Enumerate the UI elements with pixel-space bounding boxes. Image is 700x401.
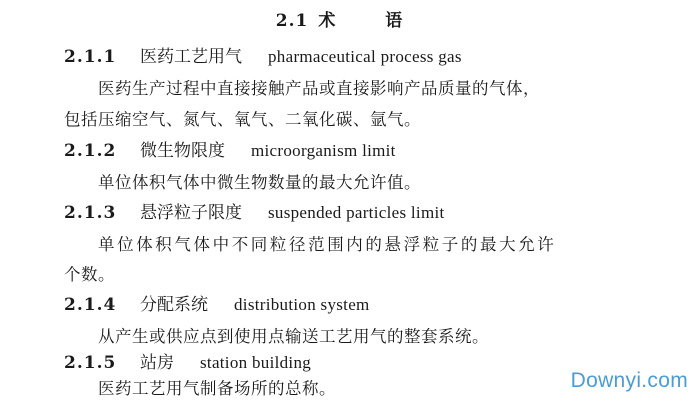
- term-chinese: 分配系统: [140, 295, 208, 315]
- term-definition-line: 从产生或供应点到使用点输送工艺用气的整套系统。: [98, 327, 489, 346]
- term-chinese: 微生物限度: [140, 141, 225, 161]
- term-number: 2.1.3: [64, 203, 117, 223]
- term-definition-line: 包括压缩空气、氮气、氧气、二氧化碳、氩气。: [64, 110, 421, 129]
- term-english: distribution system: [234, 295, 370, 314]
- term-definition-line: 医药生产过程中直接接触产品或直接影响产品质量的气体，: [98, 79, 540, 98]
- term-chinese: 医药工艺用气: [140, 47, 242, 67]
- term-chinese: 站房: [140, 353, 174, 373]
- term-heading: [64, 46, 462, 68]
- term-definition-line: 单位体积气体中微生物数量的最大允许值。: [98, 173, 421, 192]
- term-definition-line: 单位体积气体中不同粒径范围内的悬浮粒子的最大允许: [98, 235, 557, 254]
- section-heading: [0, 6, 700, 31]
- term-number: 2.1.1: [64, 47, 117, 67]
- term-chinese: 悬浮粒子限度: [140, 203, 242, 223]
- term-english: pharmaceutical process gas: [268, 47, 462, 66]
- term-number: 2.1.4: [64, 295, 117, 315]
- term-english: microorganism limit: [251, 141, 396, 160]
- term-heading: [64, 352, 311, 374]
- section-number: 2.1: [275, 11, 309, 31]
- term-heading: [64, 202, 445, 224]
- term-definition-line: 医药工艺用气制备场所的总称。: [98, 379, 336, 398]
- term-heading: [64, 294, 370, 316]
- term-definition-line: 个数。: [64, 265, 115, 284]
- term-heading: [64, 140, 396, 162]
- term-number: 2.1.2: [64, 141, 117, 161]
- term-number: 2.1.5: [64, 353, 117, 373]
- watermark-logo: Downyi.com: [570, 369, 688, 392]
- term-english: suspended particles limit: [268, 203, 445, 222]
- section-title-text: 术 语: [318, 11, 425, 31]
- term-english: station building: [200, 353, 312, 372]
